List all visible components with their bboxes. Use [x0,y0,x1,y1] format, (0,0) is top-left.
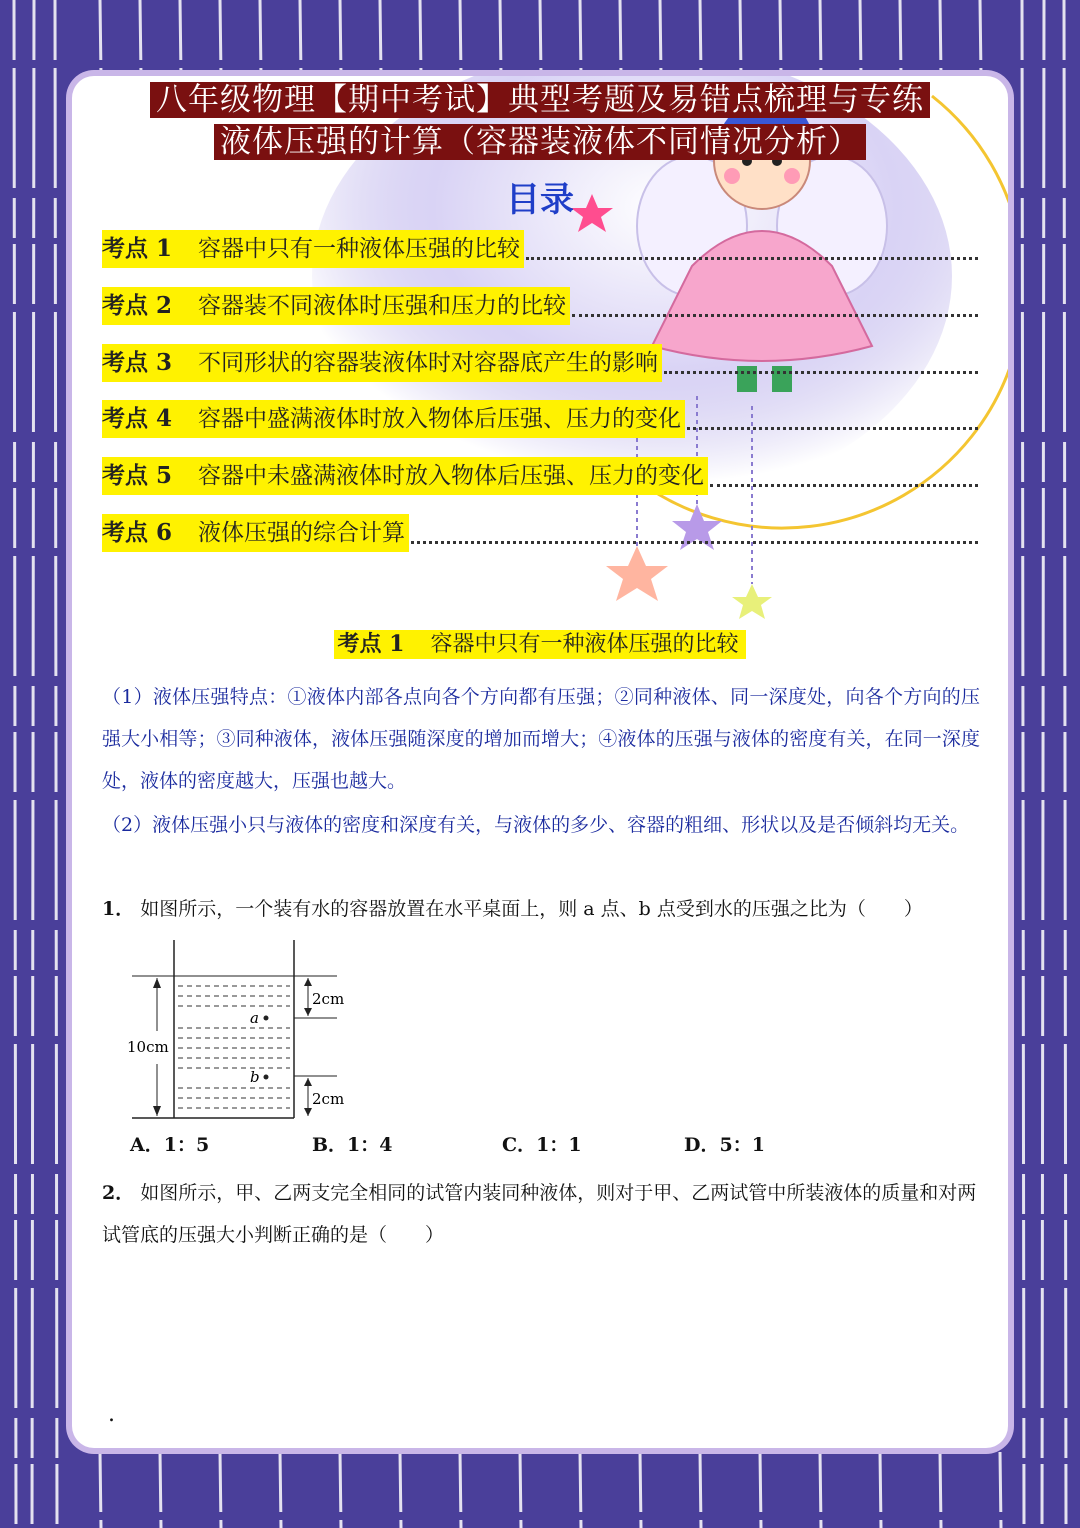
toc-item-label: 考点 2 [102,292,173,319]
option-a[interactable]: A．1：5 [130,1134,210,1156]
question-text: 如图所示，甲、乙两支完全相同的试管内装同种液体，则对于甲、乙两试管中所装液体的质量和对两试管底的压强大小判断正确的是（ ） [102,1182,977,1246]
document-title-line1 [72,80,1008,120]
question-2 [102,1172,980,1256]
toc-item-4[interactable] [102,398,978,438]
point-a-dot [264,1016,269,1021]
label-bottom-2cm: 2cm [312,1090,345,1108]
toc-item-label: 考点 6 [102,519,173,546]
worksheet-card [72,76,1008,1448]
question-text: 如图所示，一个装有水的容器放置在水平桌面上，则 a 点、b 点受到水的压强之比为（ ） [140,898,923,920]
toc-item-text: 不同形状的容器装液体时对容器底产生的影响 [198,350,659,376]
section-label: 考点 1 [337,631,405,657]
toc-item-5[interactable] [102,455,978,495]
option-d[interactable]: D．5：1 [684,1134,765,1156]
toc-item-label: 考点 5 [102,462,173,489]
toc-dot-leader [572,314,978,317]
option-c[interactable]: C．1：1 [502,1134,582,1156]
question-1-options [130,1130,950,1170]
toc-dot-leader [411,541,978,544]
toc-dot-leader [664,371,978,374]
question-1 [102,888,980,930]
toc-dot-leader [687,427,978,430]
toc-item-label: 考点 3 [102,349,173,376]
question-number: 2． [102,1182,135,1204]
toc-item-label: 考点 4 [102,405,173,432]
label-top-2cm: 2cm [312,990,345,1008]
toc-dot-leader [710,484,978,487]
section-1-heading [72,624,1008,665]
toc-item-text: 容器装不同液体时压强和压力的比较 [198,293,567,319]
toc-item-label: 考点 1 [102,235,173,262]
toc-item-text: 容器中未盛满液体时放入物体后压强、压力的变化 [198,463,705,489]
peach-star-icon [606,546,668,601]
point-b-dot [264,1075,269,1080]
title-text-1: 八年级物理【期中考试】典型考题及易错点梳理与专练 [150,82,930,118]
section-1-point-1: （1）液体压强特点：①液体内部各点向各个方向都有压强；②同种液体、同一深度处，向各个方向的压强大小相等；③同种液体，液体压强随深度的增加而增大；④液体的压强与液体的密度有关，在同一深度处，液体的密度越大，压强也越大。 [102,686,980,792]
toc-item-text: 液体压强的综合计算 [198,520,406,546]
point-b-label: b [250,1068,260,1086]
section-1-point-2: （2）液体压强小只与液体的密度和深度有关，与液体的多少、容器的粗细、形状以及是否倾斜均无关。 [102,814,970,836]
toc-heading: 目录 [506,180,574,220]
toc-item-6[interactable] [102,512,978,552]
toc-item-text: 容器中盛满液体时放入物体后压强、压力的变化 [198,406,682,432]
toc-dot-leader [526,257,978,260]
footer-dot: . [108,1402,115,1427]
document-title-line2 [72,122,1008,162]
option-b[interactable]: B．1：4 [312,1134,393,1156]
toc-item-1[interactable] [102,228,978,268]
section-title: 容器中只有一种液体压强的比较 [426,630,742,659]
question-number: 1． [102,898,135,920]
toc-item-3[interactable] [102,342,978,382]
title-text-2: 液体压强的计算（容器装液体不同情况分析） [214,124,866,160]
yellow-star-icon [732,584,772,619]
toc-item-2[interactable] [102,285,978,325]
container-diagram [122,936,382,1126]
label-10cm: 10cm [127,1038,169,1056]
point-a-label: a [250,1009,259,1027]
toc-item-text: 容器中只有一种液体压强的比较 [198,236,521,262]
